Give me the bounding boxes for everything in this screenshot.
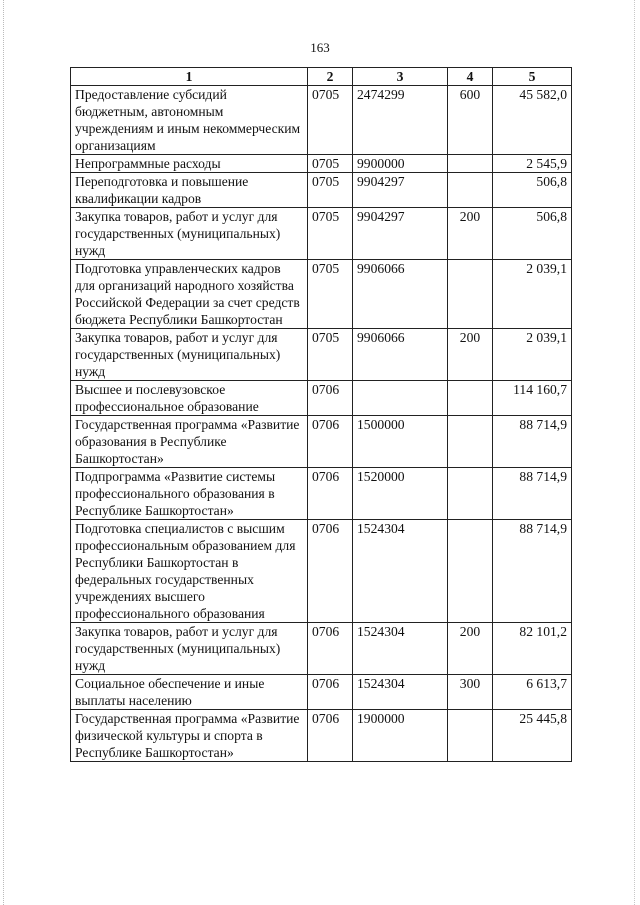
- row-article-code: 1524304: [353, 623, 448, 675]
- column-header: 2: [308, 68, 353, 86]
- row-section-code: 0705: [308, 208, 353, 260]
- budget-table: [70, 67, 572, 762]
- row-expense-type: 200: [448, 329, 493, 381]
- row-section-code: 0705: [308, 260, 353, 329]
- row-amount: 88 714,9: [493, 520, 572, 623]
- row-section-code: 0705: [308, 329, 353, 381]
- table-body: [71, 86, 572, 762]
- row-name: Социальное обеспечение и иные выплаты населению: [71, 675, 308, 710]
- row-section-code: 0705: [308, 86, 353, 155]
- row-article-code: 9906066: [353, 260, 448, 329]
- row-name: Подготовка специалистов с высшим профессиональным образованием для Республики Башкортостан в федеральных государственных учреждениях высшего профессионального образования: [71, 520, 308, 623]
- row-name: Подготовка управленческих кадров для организаций народного хозяйства Российской Федерации за счет средств бюджета Республики Башкортостан: [71, 260, 308, 329]
- row-article-code: 1524304: [353, 520, 448, 623]
- row-amount: 25 445,8: [493, 710, 572, 762]
- row-section-code: 0706: [308, 623, 353, 675]
- row-expense-type: [448, 520, 493, 623]
- row-expense-type: [448, 710, 493, 762]
- column-header: 3: [353, 68, 448, 86]
- table-row: [71, 155, 572, 173]
- table-row: [71, 381, 572, 416]
- row-expense-type: [448, 416, 493, 468]
- row-article-code: [353, 381, 448, 416]
- page-number: 163: [310, 40, 330, 55]
- row-name: Закупка товаров, работ и услуг для государственных (муниципальных) нужд: [71, 208, 308, 260]
- row-article-code: 9906066: [353, 329, 448, 381]
- row-amount: 2 039,1: [493, 260, 572, 329]
- row-name: Непрограммные расходы: [71, 155, 308, 173]
- row-name: Высшее и послевузовское профессиональное образование: [71, 381, 308, 416]
- row-amount: 88 714,9: [493, 468, 572, 520]
- row-section-code: 0706: [308, 468, 353, 520]
- scan-edge-right: [634, 0, 636, 905]
- row-expense-type: 600: [448, 86, 493, 155]
- row-section-code: 0706: [308, 416, 353, 468]
- row-name: Закупка товаров, работ и услуг для государственных (муниципальных) нужд: [71, 329, 308, 381]
- table-row: [71, 520, 572, 623]
- row-article-code: 2474299: [353, 86, 448, 155]
- table-row: [71, 710, 572, 762]
- row-name: Государственная программа «Развитие физической культуры и спорта в Республике Башкортостан»: [71, 710, 308, 762]
- row-name: Закупка товаров, работ и услуг для государственных (муниципальных) нужд: [71, 623, 308, 675]
- row-expense-type: [448, 155, 493, 173]
- table-row: [71, 675, 572, 710]
- scan-edge-left: [3, 0, 5, 905]
- row-article-code: 1900000: [353, 710, 448, 762]
- row-expense-type: 300: [448, 675, 493, 710]
- row-section-code: 0706: [308, 710, 353, 762]
- table-row: [71, 468, 572, 520]
- row-article-code: 9904297: [353, 173, 448, 208]
- table-row: [71, 260, 572, 329]
- column-header: 1: [71, 68, 308, 86]
- row-expense-type: 200: [448, 623, 493, 675]
- row-section-code: 0706: [308, 520, 353, 623]
- row-article-code: 9900000: [353, 155, 448, 173]
- row-expense-type: 200: [448, 208, 493, 260]
- column-header: 5: [493, 68, 572, 86]
- row-amount: 88 714,9: [493, 416, 572, 468]
- row-expense-type: [448, 381, 493, 416]
- row-amount: 6 613,7: [493, 675, 572, 710]
- row-section-code: 0705: [308, 155, 353, 173]
- row-article-code: 9904297: [353, 208, 448, 260]
- table-row: [71, 208, 572, 260]
- row-amount: 2 039,1: [493, 329, 572, 381]
- row-amount: 506,8: [493, 173, 572, 208]
- row-amount: 506,8: [493, 208, 572, 260]
- row-amount: 2 545,9: [493, 155, 572, 173]
- row-expense-type: [448, 468, 493, 520]
- table-row: [71, 329, 572, 381]
- row-name: Предоставление субсидий бюджетным, автономным учреждениям и иным некоммерческим организациям: [71, 86, 308, 155]
- row-expense-type: [448, 173, 493, 208]
- row-article-code: 1520000: [353, 468, 448, 520]
- table-header-row: [71, 68, 572, 86]
- table-row: [71, 416, 572, 468]
- row-expense-type: [448, 260, 493, 329]
- row-name: Переподготовка и повышение квалификации кадров: [71, 173, 308, 208]
- row-article-code: 1524304: [353, 675, 448, 710]
- row-article-code: 1500000: [353, 416, 448, 468]
- row-section-code: 0706: [308, 381, 353, 416]
- row-amount: 114 160,7: [493, 381, 572, 416]
- table-row: [71, 173, 572, 208]
- row-section-code: 0706: [308, 675, 353, 710]
- row-section-code: 0705: [308, 173, 353, 208]
- row-amount: 82 101,2: [493, 623, 572, 675]
- row-name: Государственная программа «Развитие образования в Республике Башкортостан»: [71, 416, 308, 468]
- table-row: [71, 86, 572, 155]
- row-name: Подпрограмма «Развитие системы профессионального образования в Республике Башкортостан»: [71, 468, 308, 520]
- table-row: [71, 623, 572, 675]
- row-amount: 45 582,0: [493, 86, 572, 155]
- column-header: 4: [448, 68, 493, 86]
